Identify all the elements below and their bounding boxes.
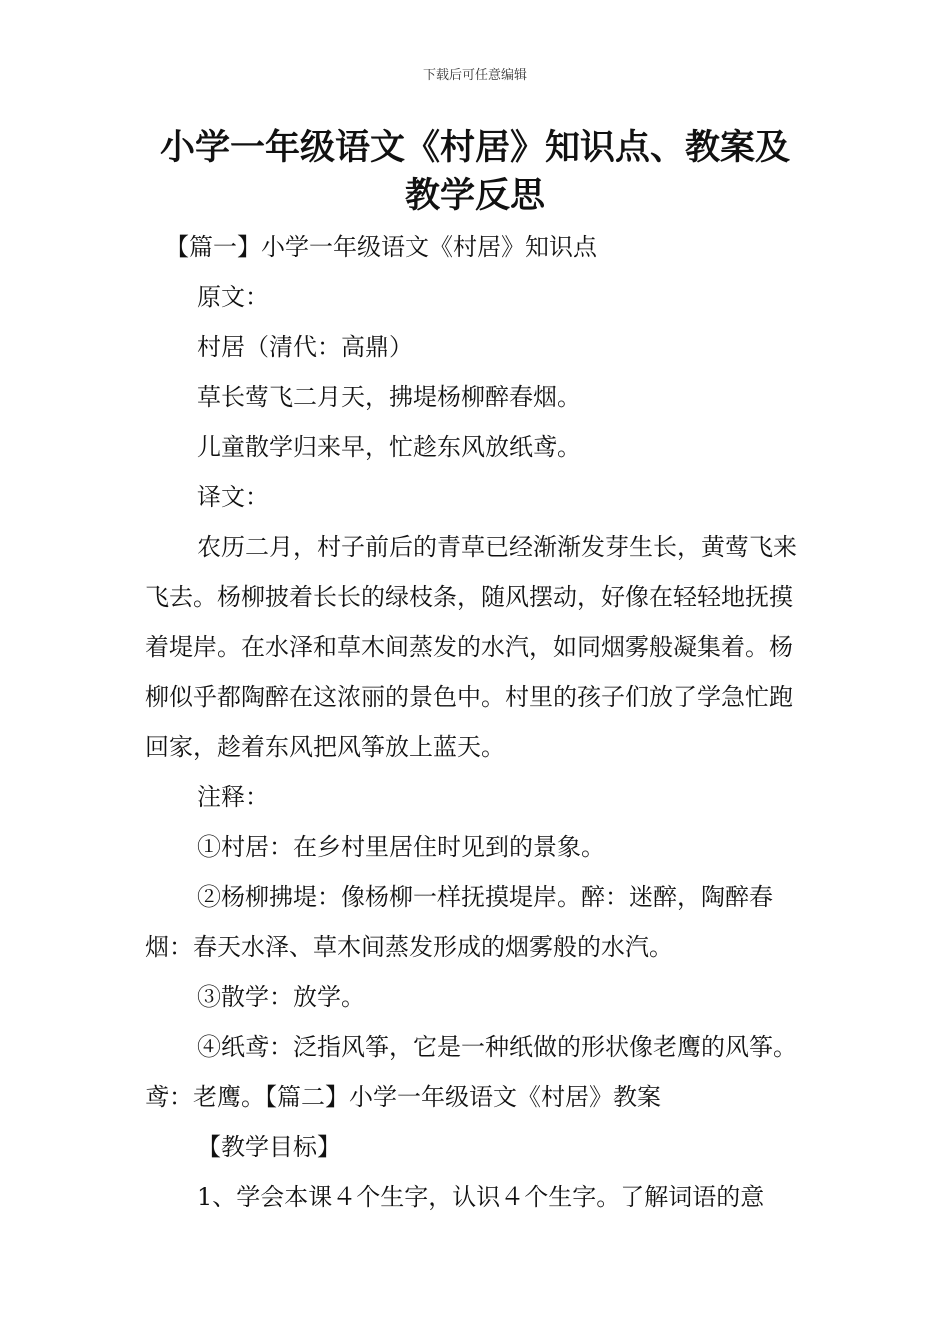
translation-paragraph: 农历二月，村子前后的青草已经渐渐发芽生长，黄莺飞来飞去。杨柳披着长长的绿枝条，随风摆动，好像在轻轻地抚摸着堤岸。在水泽和草木间蒸发的水汽，如同烟雾般凝集着。杨柳似乎都陶醉在这浓丽的景色中。村里的孩子们放了学急忙跑回家，趁着东风把风筝放上蓝天。 <box>145 533 797 761</box>
poem-line: 儿童散学归来早，忙趁东风放纸鸢。 <box>197 433 581 461</box>
section-heading: 【篇一】小学一年级语文《村居》知识点 <box>165 233 597 261</box>
poem-title: 村居（清代：高鼎） <box>197 333 413 361</box>
header-note: 下载后可任意编辑 <box>422 68 527 83</box>
note-item: ①村居：在乡村里居住时见到的景象。 <box>197 833 605 861</box>
label-original: 原文： <box>197 283 269 311</box>
poem-line: 草长莺飞二月天，拂堤杨柳醉春烟。 <box>197 383 581 411</box>
note-item: ④纸鸢：泛指风筝，它是一种纸做的形状像老鹰的风筝。鸢：老鹰。【篇二】小学一年级语文《村居》教案 <box>145 1033 797 1111</box>
label-notes: 注释： <box>197 783 269 811</box>
note-item: ③散学：放学。 <box>197 983 365 1011</box>
note-item: ②杨柳拂堤：像杨柳一样抚摸堤岸。醉：迷醉，陶醉春烟：春天水泽、草木间蒸发形成的烟雾般的水汽。 <box>145 883 773 961</box>
title-line-2: 教学反思 <box>404 176 545 216</box>
document-body <box>145 222 811 1222</box>
document-title <box>140 124 810 220</box>
title-line-1: 小学一年级语文《村居》知识点、教案及 <box>159 128 790 168</box>
label-teaching-goals: 【教学目标】 <box>197 1133 341 1161</box>
goal-item: 1、学会本课４个生字，认识４个生字。了解词语的意 <box>197 1183 765 1211</box>
label-translation: 译文： <box>197 483 269 511</box>
